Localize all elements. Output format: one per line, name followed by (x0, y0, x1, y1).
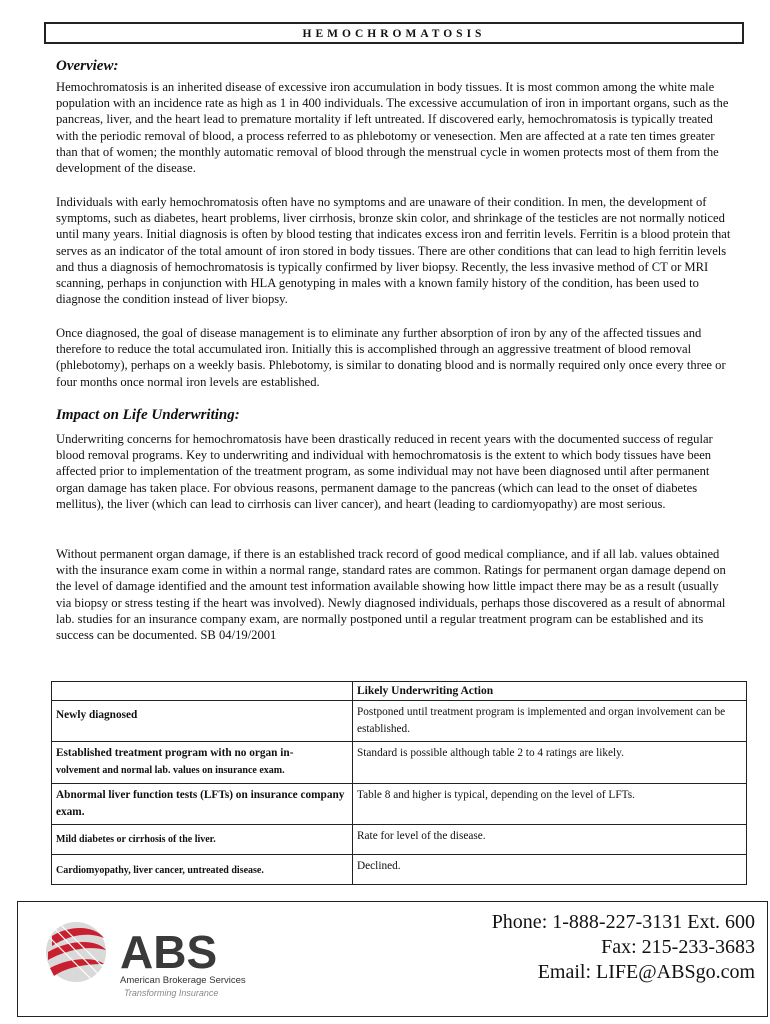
table-cell-condition-line1: Established treatment program with no organ in- (56, 747, 294, 759)
table-cell-action: Table 8 and higher is typical, depending on the level of LFTs. (353, 784, 747, 825)
table-row (52, 855, 747, 885)
logo-wordmark: ABS (120, 926, 218, 978)
overview-paragraph-2: Individuals with early hemochromatosis often have no symptoms and are unaware of their condition. In men, the development of symptoms, such as diabetes, heart problems, liver cirrhosis, bronze skin color, and shrinkage of the testicles are not normally noticed until many years. Initial diagnosis is often by blood testing that indicates excess iron and ferritin levels. Ferritin is a blood protein that serves as an indicator of the total amount of iron stored in body tissues. There are other conditions that can lead to high ferritin levels and thus a diagnosis of hemochromatosis is typically confirmed by liver biopsy. Recently, the less invasive method of CT or MRI scanning, perhaps in conjunction with HLA genotyping in males with a known family history of the condition, has been used to diagnose the condition instead of liver biopsy. (56, 195, 731, 307)
table-cell-action: Declined. (353, 855, 747, 885)
table-row (52, 701, 747, 742)
logo-tagline: Transforming Insurance (124, 988, 219, 998)
table-row (52, 742, 747, 784)
abs-logo (38, 916, 258, 1001)
impact-paragraph-2: Without permanent organ damage, if there is an established track record of good medical compliance, and if all lab. values obtained with the insurance exam come in within a normal range, standard rates are common. Ratings for permanent organ damage depend on the level of damage identified and the amount test information available showing how little impact there may be as a result (usually via biopsy or stress testing if the heart was involved). Newly diagnosed individuals, perhaps those discovered as a result of abnormal lab. studies for an insurance company exam, are normally postponed until a regular treatment program can be established and its success can be documented. SB 04/19/2001 (56, 547, 726, 643)
table-row (52, 784, 747, 825)
table-cell-condition-line2: volvement and normal lab. values on insurance exam. (56, 765, 285, 776)
overview-paragraph-1: Hemochromatosis is an inherited disease of excessive iron accumulation in body tissues. It is most common among the white male population with an incidence rate as high as 1 in 400 individuals. The excessive accumulation of iron in important organs, such as the pancreas, liver, and the heart lead to premature mortality if left untreated. If discovered early, hemochromatosis is typically treated with the periodic removal of blood, a process referred to as phlebotomy or venesection. Men are affected at a rate ten times greater than that of women; the monthly automatic removal of blood through the menstrual cycle in women protects most of them from the development of the disease. (56, 80, 729, 176)
table-cell-action: Postponed until treatment program is implemented and organ involvement can be established. (353, 701, 747, 742)
table-header-condition (52, 682, 353, 701)
impact-paragraph-1: Underwriting concerns for hemochromatosis have been drastically reduced in recent years with the documented success of regular blood removal programs. Key to underwriting and individual with hemochromatosis is the extent to which body tissues have been affected prior to implementation of the treatment program, as some individual may not have been diagnosed until after permanent organ damage has taken place. For obvious reasons, permanent damage to the pancreas (which can lead to the onset of diabetes mellitus), the liver (which can lead to cirrhosis can liver cancer), and heart (leading to cardiomyopathy) are most serious. (56, 432, 713, 511)
overview-heading: Overview: (56, 58, 119, 74)
globe-icon (46, 922, 106, 982)
table-cell-condition: Mild diabetes or cirrhosis of the liver. (52, 825, 353, 855)
contact-email[interactable]: Email: LIFE@ABSgo.com (537, 961, 755, 983)
underwriting-table (51, 681, 747, 885)
table-cell-condition: Abnormal liver function tests (LFTs) on insurance company exam. (52, 784, 353, 825)
contact-phone: Phone: 1-888-227-3131 Ext. 600 (491, 911, 755, 933)
document-title: HEMOCHROMATOSIS (44, 22, 744, 44)
contact-block (492, 910, 755, 985)
contact-fax: Fax: 215-233-3683 (601, 936, 755, 958)
table-cell-condition: Cardiomyopathy, liver cancer, untreated disease. (52, 855, 353, 885)
table-header-action: Likely Underwriting Action (353, 682, 747, 701)
footer-box (17, 901, 768, 1017)
impact-heading: Impact on Life Underwriting: (56, 407, 240, 423)
table-header-row (52, 682, 747, 701)
logo-company: American Brokerage Services (120, 975, 246, 986)
table-cell-action: Rate for level of the disease. (353, 825, 747, 855)
table-cell-condition: Newly diagnosed (52, 701, 353, 742)
table-cell-condition (52, 742, 353, 784)
table-cell-action: Standard is possible although table 2 to 4 ratings are likely. (353, 742, 747, 784)
overview-paragraph-3: Once diagnosed, the goal of disease management is to eliminate any further absorption of iron by any of the affected tissues and therefore to reduce the total accumulated iron. Initially this is accomplished through an aggressive treatment of blood removal (phlebotomy), perhaps on a weekly basis. Phlebotomy, is similar to donating blood and is normally required only once every three or four months once normal iron levels are established. (56, 326, 726, 389)
table-row (52, 825, 747, 855)
